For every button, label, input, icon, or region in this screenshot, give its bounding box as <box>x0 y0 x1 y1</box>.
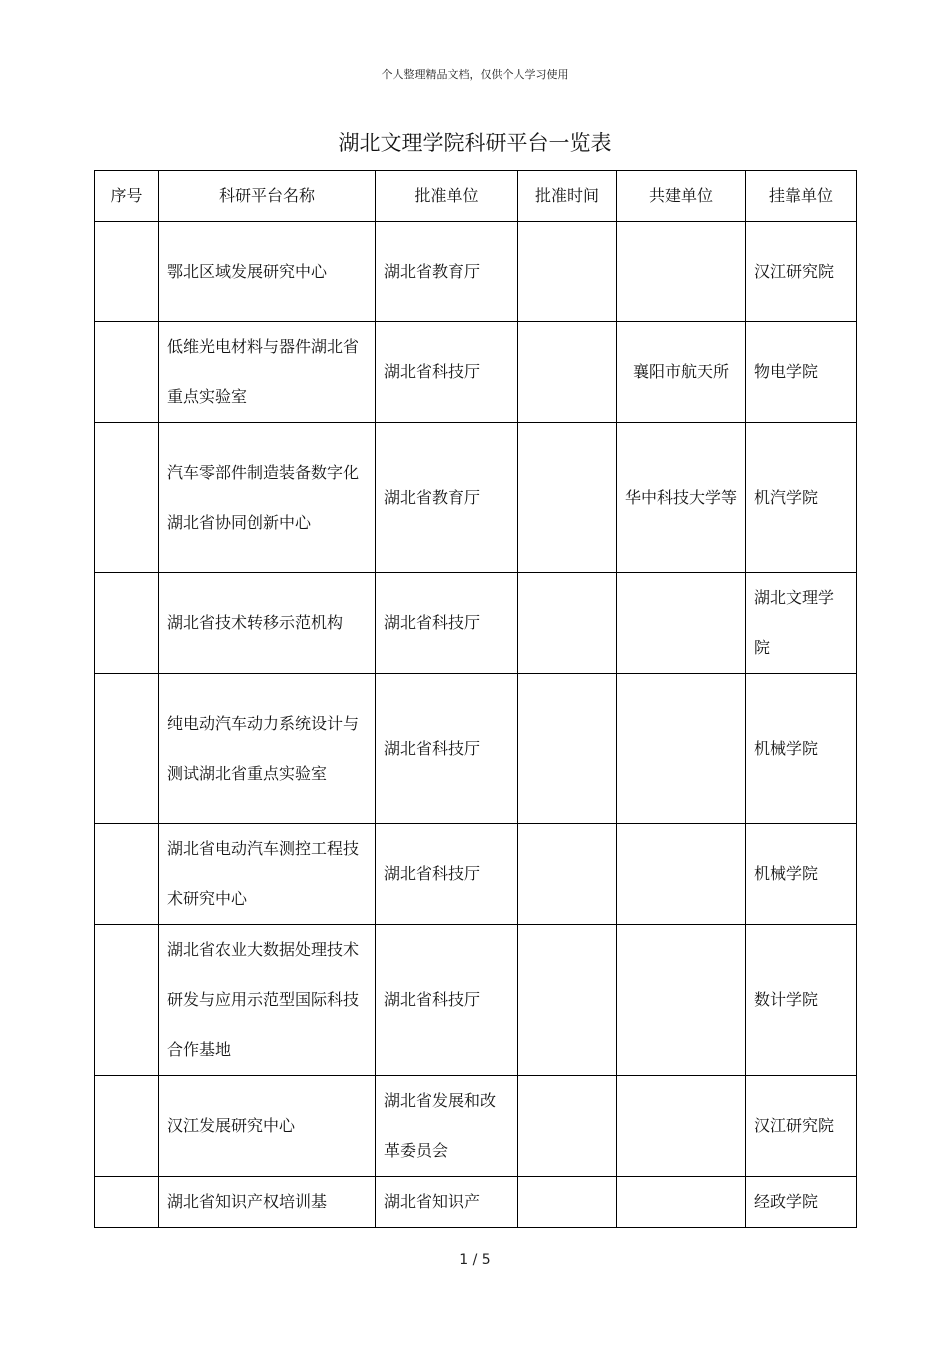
header-approver: 批准单位 <box>376 171 518 222</box>
cell-co-builder <box>617 222 746 322</box>
cell-co-builder: 华中科技大学等 <box>617 423 746 573</box>
cell-approval-time <box>518 573 617 674</box>
cell-approver: 湖北省发展和改革委员会 <box>376 1076 518 1177</box>
cell-co-builder <box>617 674 746 824</box>
table-row <box>95 423 857 573</box>
cell-approver: 湖北省教育厅 <box>376 222 518 322</box>
cell-platform-name: 湖北省知识产权培训基 <box>159 1177 376 1228</box>
cell-seq <box>95 222 159 322</box>
cell-affiliation: 机械学院 <box>746 674 857 824</box>
cell-co-builder <box>617 925 746 1076</box>
cell-approver: 湖北省科技厅 <box>376 573 518 674</box>
cell-platform-name: 湖北省电动汽车测控工程技术研究中心 <box>159 824 376 925</box>
cell-approval-time <box>518 322 617 423</box>
cell-affiliation: 汉江研究院 <box>746 1076 857 1177</box>
table-row <box>95 1177 857 1228</box>
table-row <box>95 222 857 322</box>
cell-seq <box>95 573 159 674</box>
cell-platform-name: 纯电动汽车动力系统设计与测试湖北省重点实验室 <box>159 674 376 824</box>
header-platform-name: 科研平台名称 <box>159 171 376 222</box>
table-header-row <box>95 171 857 222</box>
cell-approver: 湖北省知识产 <box>376 1177 518 1228</box>
cell-affiliation: 数计学院 <box>746 925 857 1076</box>
table-row <box>95 824 857 925</box>
cell-co-builder <box>617 1177 746 1228</box>
cell-platform-name: 低维光电材料与器件湖北省重点实验室 <box>159 322 376 423</box>
cell-platform-name: 鄂北区域发展研究中心 <box>159 222 376 322</box>
cell-affiliation: 经政学院 <box>746 1177 857 1228</box>
cell-platform-name: 湖北省技术转移示范机构 <box>159 573 376 674</box>
cell-affiliation: 机汽学院 <box>746 423 857 573</box>
header-seq: 序号 <box>95 171 159 222</box>
cell-affiliation: 机械学院 <box>746 824 857 925</box>
cell-seq <box>95 322 159 423</box>
table-row <box>95 322 857 423</box>
cell-platform-name: 湖北省农业大数据处理技术研发与应用示范型国际科技合作基地 <box>159 925 376 1076</box>
cell-seq <box>95 1177 159 1228</box>
cell-seq <box>95 1076 159 1177</box>
cell-seq <box>95 925 159 1076</box>
document-title: 湖北文理学院科研平台一览表 <box>338 131 612 155</box>
cell-affiliation: 汉江研究院 <box>746 222 857 322</box>
table-row <box>95 1076 857 1177</box>
cell-approval-time <box>518 423 617 573</box>
cell-co-builder <box>617 1076 746 1177</box>
table-row <box>95 573 857 674</box>
cell-co-builder <box>617 573 746 674</box>
cell-approval-time <box>518 674 617 824</box>
cell-approver: 湖北省科技厅 <box>376 674 518 824</box>
cell-approval-time <box>518 824 617 925</box>
table-row <box>95 674 857 824</box>
cell-seq <box>95 824 159 925</box>
page-number: 1 / 5 <box>459 1252 491 1268</box>
cell-approval-time <box>518 1177 617 1228</box>
header-note: 个人整理精品文档，仅供个人学习使用 <box>381 68 569 81</box>
cell-co-builder: 襄阳市航天所 <box>617 322 746 423</box>
cell-platform-name: 汉江发展研究中心 <box>159 1076 376 1177</box>
cell-seq <box>95 674 159 824</box>
cell-approver: 湖北省科技厅 <box>376 824 518 925</box>
cell-co-builder <box>617 824 746 925</box>
cell-affiliation: 湖北文理学院 <box>746 573 857 674</box>
header-affiliation: 挂靠单位 <box>746 171 857 222</box>
cell-approver: 湖北省科技厅 <box>376 925 518 1076</box>
table-row <box>95 925 857 1076</box>
cell-approval-time <box>518 925 617 1076</box>
cell-approval-time <box>518 222 617 322</box>
header-co-builder: 共建单位 <box>617 171 746 222</box>
cell-approver: 湖北省教育厅 <box>376 423 518 573</box>
header-approval-time: 批准时间 <box>518 171 617 222</box>
cell-approver: 湖北省科技厅 <box>376 322 518 423</box>
cell-approval-time <box>518 1076 617 1177</box>
cell-platform-name: 汽车零部件制造装备数字化湖北省协同创新中心 <box>159 423 376 573</box>
cell-affiliation: 物电学院 <box>746 322 857 423</box>
cell-seq <box>95 423 159 573</box>
platform-table <box>94 170 857 1228</box>
